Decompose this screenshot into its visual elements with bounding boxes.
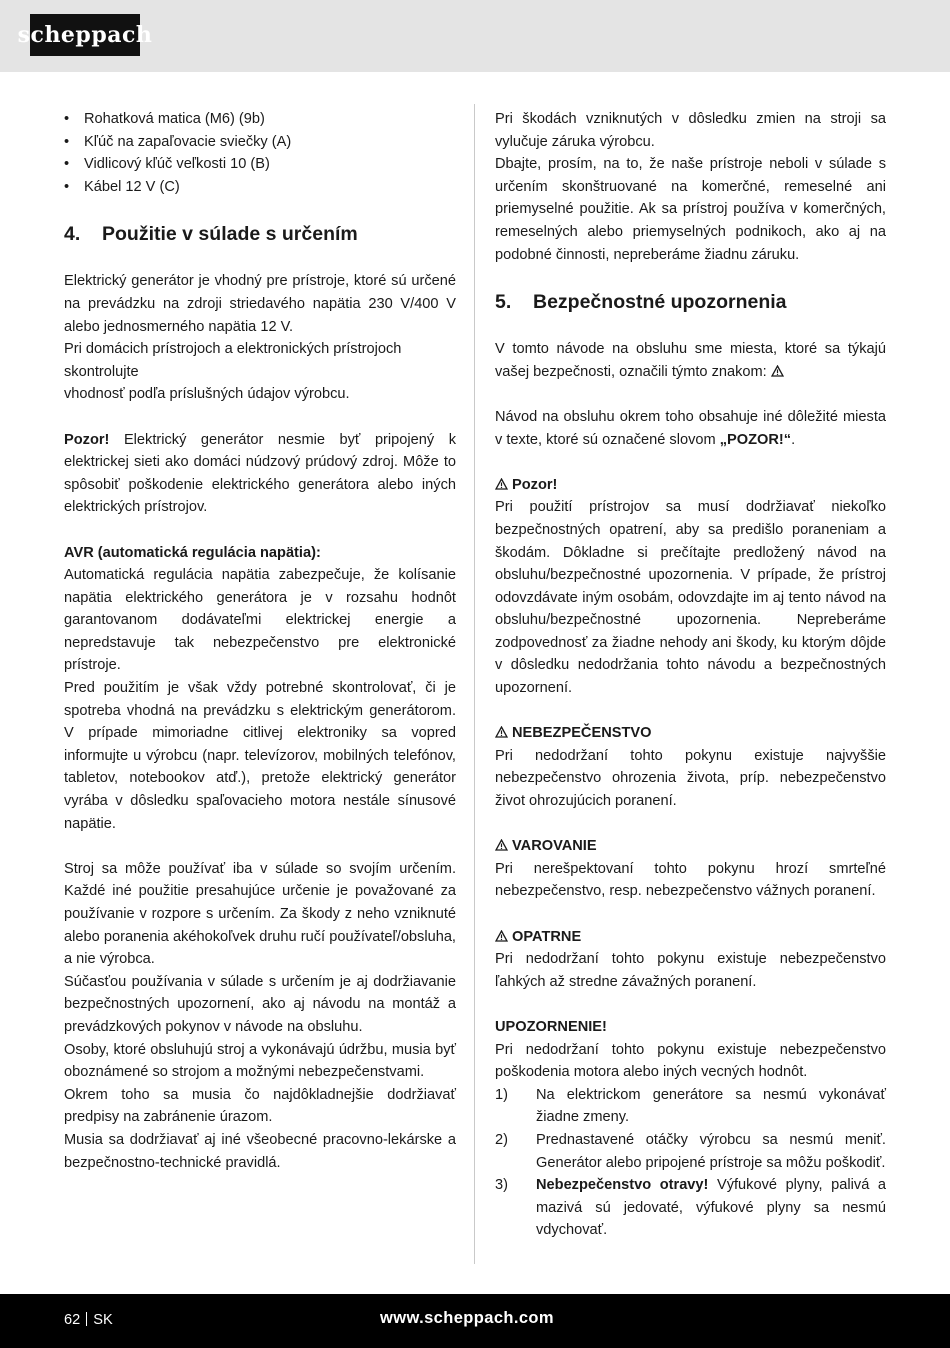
section-5-heading (495, 288, 886, 316)
list-item: • Rohatková matica (M6) (9b) (64, 108, 456, 131)
section-number: 4. (64, 223, 81, 246)
pozor-heading (495, 474, 886, 497)
paragraph: Pri nerešpektovaní tohto pokynu hrozí smrteľné nebezpečenstvo, resp. nebezpečenstvo vážnych poranení. (495, 860, 886, 900)
paragraph: Automatická regulácia napätia zabezpečuje, že kolísanie napätia elektrického generátora je v rozsahu hodnôt garantovanom dodávateľmi elektrickej energie a nepredstavuje tak nebezpečenstvo pre elektronické prístroje. (64, 567, 456, 674)
list-item (495, 1174, 886, 1242)
scheppach-logo (17, 14, 153, 56)
numbered-list (495, 1084, 886, 1242)
avr-heading: AVR (automatická regulácia napätia): (64, 544, 321, 561)
heading-text: Pozor! (512, 476, 558, 493)
item-text: Výfukové plyny, palivá a mazivá sú jedovaté, výfukové plyny sa nesmú vdychovať. (536, 1177, 886, 1239)
list-item: • Kľúč na zapaľovacie sviečky (A) (64, 131, 456, 154)
paragraph: Dbajte, prosím, na to, že naše prístroje neboli v súlade s určením skonštruované na komerčné, remeselné ani priemyselné použitie. Ak sa prístroj používa v komerčných, remeselných alebo priemyselných podnikoch, ako aj na podobné činnosti, nepreberáme žiadnu záruku. (495, 156, 886, 263)
warning-heading (495, 835, 886, 858)
list-item (495, 1129, 886, 1174)
paragraph: Pri nedodržaní tohto pokynu existuje nebezpečenstvo ľahkých až stredne závažných poranení. (495, 951, 886, 990)
paragraph (495, 406, 886, 451)
logo-text: scheppach (17, 22, 153, 48)
paragraph-text: V tomto návode na obsluhu sme miesta, ktoré sa týkajú vašej bezpečnosti, označili týmto znakom: (495, 341, 886, 380)
paragraph: Pri domácich prístrojoch a elektronických prístrojoch skontrolujte (64, 341, 402, 380)
paragraph: Pri škodách vzniknutých v dôsledku zmien na stroji sa vylučuje záruka výrobcu. (495, 111, 886, 150)
left-column (64, 108, 456, 1174)
warning-triangle-icon (495, 930, 508, 942)
paragraph-text: . (791, 431, 796, 448)
paragraph: Osoby, ktoré obsluhujú stroj a vykonávajú údržbu, musia byť oboznámené so strojom a možnými nebezpečenstvami. (64, 1041, 456, 1081)
item-number: 3) (495, 1177, 508, 1194)
pozor-text: Elektrický generátor nesmie byť pripojený k elektrickej sieti ako domáci núdzový prúdový zdroj. Môže to spôsobiť poškodenie elektrického generátora alebo iných elektrických prístrojov. (64, 431, 456, 516)
paragraph: Elektrický generátor je vhodný pre prístroje, ktoré sú určené na prevádzku na zdroji striedavého napätia 230 V/400 V alebo jednosmerného napätia 12 V. (64, 273, 456, 335)
heading-text: VAROVANIE (512, 838, 597, 855)
list-item: • Vidlicový kľúč veľkosti 10 (B) (64, 153, 456, 176)
section-title: Bezpečnostné upozornenia (533, 291, 787, 314)
item-text: Na elektrickom generátore sa nesmú vykonávať žiadne zmeny. (536, 1086, 886, 1126)
section-4-heading (64, 220, 456, 248)
paragraph: vhodnosť podľa príslušných údajov výrobcu. (64, 386, 350, 403)
paragraph (495, 338, 886, 383)
caution-heading (495, 926, 886, 949)
warning-triangle-icon (771, 365, 784, 377)
heading-text: NEBEZPEČENSTVO (512, 725, 652, 742)
warning-triangle-icon (495, 726, 508, 738)
paragraph: Stroj sa môže používať iba v súlade so svojím určením. Každé iné použitie presahujúce určenie je považované za používanie v rozpore s určením. Za škody z neho vzniknuté alebo poranenia akéhokoľvek druhu ručí používateľ/obsluha, a nie výrobca. (64, 860, 456, 968)
header-band (0, 0, 950, 72)
website-url: www.scheppach.com (380, 1309, 554, 1327)
list-item (495, 1084, 886, 1129)
paragraph: Pred použitím je však vždy potrebné skontrolovať, či je spotreba vhodná na prevádzku s elektrickým generátorom. V prípade mimoriadne citlivej elektroniky sa vopred informujte u výrobcu (napr. televízorov, mobilných telefónov, tabletov, notebookov atď.), pretože elektrický generátor vyrába v dôsledku spaľovacieho motora nestále sínusové napätie. (64, 680, 456, 832)
danger-heading (495, 722, 886, 745)
paragraph: Musia sa dodržiavať aj iné všeobecné pracovno-lekárske a bezpečnostno-technické pravidlá. (64, 1131, 456, 1171)
page-number: 62 (64, 1312, 81, 1328)
heading-text: OPATRNE (512, 928, 582, 945)
footer-bar (0, 1294, 950, 1348)
item-text: Prednastavené otáčky výrobcu sa nesmú meniť. Generátor alebo pripojené prístroje sa môžu poškodiť. (536, 1131, 886, 1171)
section-number: 5. (495, 291, 512, 314)
paragraph: Pri nedodržaní tohto pokynu existuje najvyššie nebezpečenstvo ohrozenia života, príp. nebezpečenstvo život ohrozujúcich poranení. (495, 747, 886, 810)
paragraph-text: Návod na obsluhu okrem toho obsahuje iné dôležité miesta v texte, ktoré sú označené slovom (495, 408, 886, 448)
separator (86, 1312, 87, 1326)
paragraph: Pri použití prístrojov sa musí dodržiavať niekoľko bezpečnostných opatrení, aby sa predišlo poraneniam a škodám. Dôkladne si prečítajte predložený návod na obsluhu/bezpečnostné upozornenia. V prípade, že prístroj odovzdávate iným osobám, odovzdajte im aj tento návod na obsluhu/bezpečnostné upozornenia. Nepreberáme zodpovednosť za žiadne nehody ani škody, ku ktorým dôjde v dôsledku nedodržania tohto návodu a bezpečnostných upozornení. (495, 499, 886, 697)
notice-heading: UPOZORNENIE! (495, 1018, 607, 1035)
list-item: • Kábel 12 V (C) (64, 176, 456, 199)
warning-triangle-icon (495, 839, 508, 851)
pozor-paragraph (64, 429, 456, 519)
warning-triangle-icon (495, 478, 508, 490)
parts-list (64, 108, 456, 198)
item-bold-text: Nebezpečenstvo otravy! (536, 1177, 709, 1194)
paragraph: Súčasťou používania v súlade s určením je aj dodržiavanie bezpečnostných upozornení, ako aj návodu na montáž a prevádzkových pokynov v návode na obsluhu. (64, 973, 456, 1035)
section-title: Použitie v súlade s určením (102, 223, 358, 246)
right-column (495, 108, 886, 1242)
paragraph: Okrem toho sa musia čo najdôkladnejšie dodržiavať predpisy na zabránenie úrazom. (64, 1086, 456, 1126)
paragraph: Pri nedodržaní tohto pokynu existuje nebezpečenstvo poškodenia motora alebo iných vecných hodnôt. (495, 1041, 886, 1081)
item-number: 1) (495, 1086, 508, 1103)
pozor-keyword: „POZOR!“ (719, 431, 792, 448)
page-indicator (64, 1312, 113, 1328)
language-code: SK (93, 1312, 113, 1328)
item-number: 2) (495, 1131, 508, 1148)
column-divider (474, 104, 475, 1264)
pozor-label: Pozor! (64, 431, 110, 448)
